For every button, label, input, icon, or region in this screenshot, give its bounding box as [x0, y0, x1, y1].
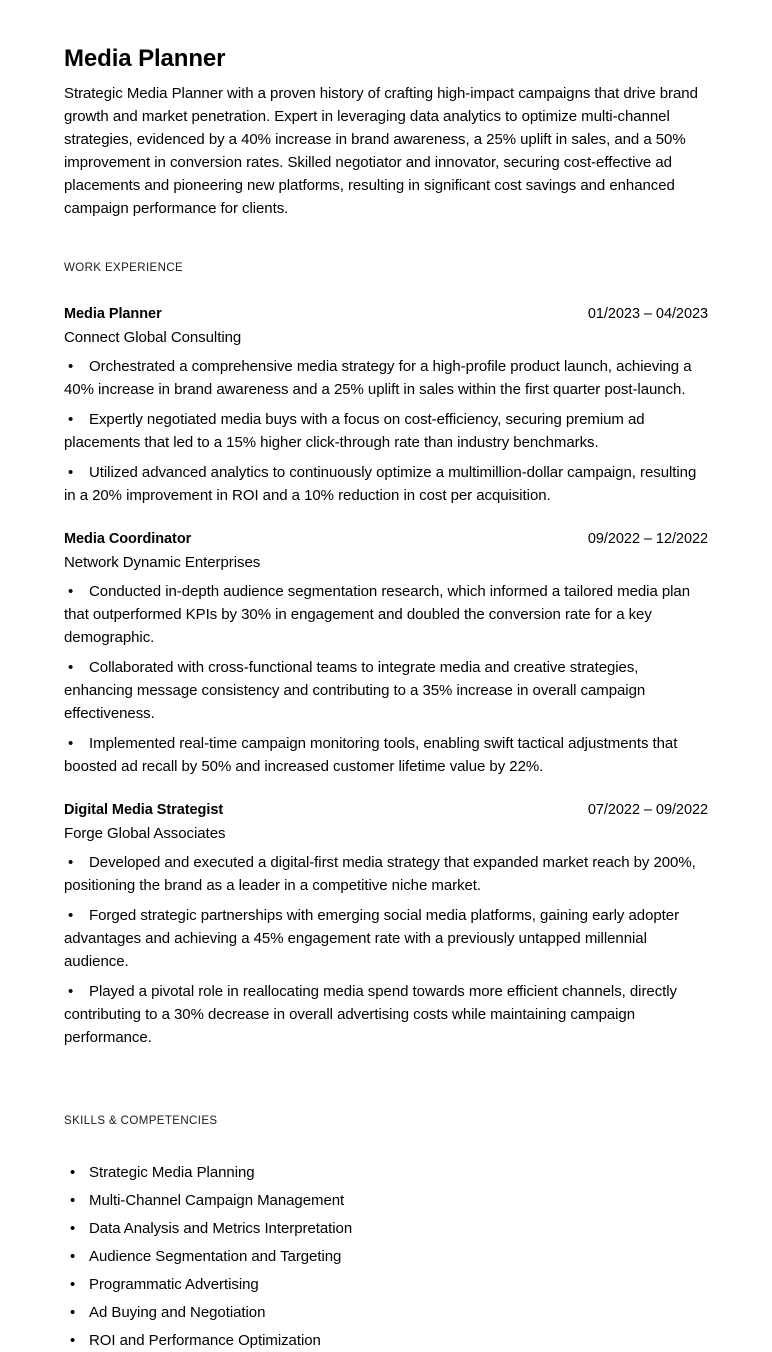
- page-title: Media Planner: [64, 45, 226, 72]
- job-entry: [64, 304, 708, 507]
- job-bullet-text: Orchestrated a comprehensive media strategy for a high-profile product launch, achieving a 40% increase in brand awareness and a 25% uplift in sales within the first quarter post-launch.: [64, 358, 692, 398]
- job-bullet: [64, 904, 708, 973]
- bullet-icon: •: [68, 411, 74, 428]
- job-bullet-text: Conducted in-depth audience segmentation research, which informed a tailored media plan that outperformed KPIs by 30% in engagement and doubled the conversion rate for a key demographic.: [64, 583, 691, 646]
- job-dates: 09/2022 – 12/2022: [587, 531, 708, 547]
- job-entry: [64, 800, 708, 1049]
- bullet-icon: •: [68, 659, 74, 676]
- job-title: Media Coordinator: [64, 531, 192, 547]
- skill-label: Multi-Channel Campaign Management: [89, 1192, 345, 1209]
- bullet-icon: •: [68, 583, 74, 600]
- bullet-icon: •: [68, 854, 74, 871]
- job-bullet-text: Utilized advanced analytics to continuously optimize a multimillion-dollar campaign, resulting in a 20% improvement in ROI and a 10% reduction in cost per acquisition.: [64, 464, 697, 504]
- job-bullet: [64, 580, 708, 649]
- job-bullet-text: Collaborated with cross-functional teams to integrate media and creative strategies, enhancing message consistency and contributing to a 35% increase in overall campaign effectiveness.: [64, 659, 646, 722]
- job-bullet: [64, 732, 708, 778]
- bullet-icon: •: [70, 1192, 76, 1209]
- bullet-icon: •: [70, 1220, 76, 1237]
- skill-item: [64, 1301, 708, 1324]
- job-bullet: [64, 408, 708, 454]
- bullet-icon: •: [68, 907, 74, 924]
- skill-label: Programmatic Advertising: [89, 1276, 259, 1293]
- job-bullet-text: Played a pivotal role in reallocating media spend towards more efficient channels, directly contributing to a 30% decrease in overall advertising costs while maintaining campaign performance.: [64, 983, 677, 1046]
- bullet-icon: •: [70, 1164, 76, 1181]
- job-dates: 07/2022 – 09/2022: [587, 802, 708, 818]
- job-bullet-list: [64, 355, 708, 507]
- job-bullet-list: [64, 580, 708, 778]
- skill-item: [64, 1217, 708, 1240]
- job-bullet-text: Expertly negotiated media buys with a focus on cost-efficiency, securing premium ad placements that led to a 15% higher click-through rate than industry benchmarks.: [64, 411, 645, 451]
- bullet-icon: •: [68, 358, 74, 375]
- skill-item: [64, 1329, 708, 1352]
- skill-item: [64, 1273, 708, 1296]
- bullet-icon: •: [68, 983, 74, 1000]
- skill-item: [64, 1245, 708, 1268]
- bullet-icon: •: [70, 1276, 76, 1293]
- job-title: Digital Media Strategist: [64, 802, 224, 818]
- bullet-icon: •: [70, 1304, 76, 1321]
- job-entry: [64, 529, 708, 778]
- job-dates: 01/2023 – 04/2023: [587, 306, 708, 322]
- job-company: Connect Global Consulting: [64, 329, 242, 346]
- job-bullet-text: Developed and executed a digital-first media strategy that expanded market reach by 200%, positioning the brand as a leader in a competitive niche market.: [64, 854, 696, 894]
- section-header-work-experience: WORK EXPERIENCE: [64, 262, 184, 274]
- skill-label: Audience Segmentation and Targeting: [89, 1248, 342, 1265]
- skill-item: [64, 1161, 708, 1184]
- job-title: Media Planner: [64, 306, 162, 322]
- skill-item: [64, 1189, 708, 1212]
- bullet-icon: •: [68, 735, 74, 752]
- skills-list: [64, 1161, 708, 1352]
- skill-label: Ad Buying and Negotiation: [89, 1304, 266, 1321]
- job-company: Forge Global Associates: [64, 825, 226, 842]
- job-bullet: [64, 851, 708, 897]
- job-bullet-text: Implemented real-time campaign monitoring tools, enabling swift tactical adjustments that boosted ad recall by 50% and increased customer lifetime value by 22%.: [64, 735, 678, 775]
- job-header: [64, 529, 708, 550]
- job-bullet: [64, 980, 708, 1049]
- skill-label: Data Analysis and Metrics Interpretation: [89, 1220, 353, 1237]
- job-bullet: [64, 656, 708, 725]
- job-header: [64, 800, 708, 821]
- job-bullet: [64, 461, 708, 507]
- work-experience-list: [64, 304, 708, 1049]
- bullet-icon: •: [68, 464, 74, 481]
- job-header: [64, 304, 708, 325]
- section-header-skills: SKILLS & COMPETENCIES: [64, 1115, 218, 1127]
- skill-label: Strategic Media Planning: [89, 1164, 255, 1181]
- job-bullet-list: [64, 851, 708, 1049]
- job-bullet-text: Forged strategic partnerships with emerging social media platforms, gaining early adopter advantages and achieving a 45% engagement rate with a previously untapped millennial audience.: [64, 907, 680, 970]
- professional-summary: Strategic Media Planner with a proven history of crafting high-impact campaigns that drive brand growth and market penetration. Expert in leveraging data analytics to optimize multi-channel strategies, evidenced by a 40% increase in brand awareness, a 25% uplift in sales, and a 50% improvement in conversion rates. Skilled negotiator and innovator, securing cost-effective ad placements and pioneering new platforms, resulting in significant cost savings and enhanced campaign performance for clients.: [64, 85, 698, 217]
- bullet-icon: •: [70, 1248, 76, 1265]
- skill-label: ROI and Performance Optimization: [89, 1332, 321, 1349]
- job-bullet: [64, 355, 708, 401]
- job-company: Network Dynamic Enterprises: [64, 554, 261, 571]
- bullet-icon: •: [70, 1332, 76, 1349]
